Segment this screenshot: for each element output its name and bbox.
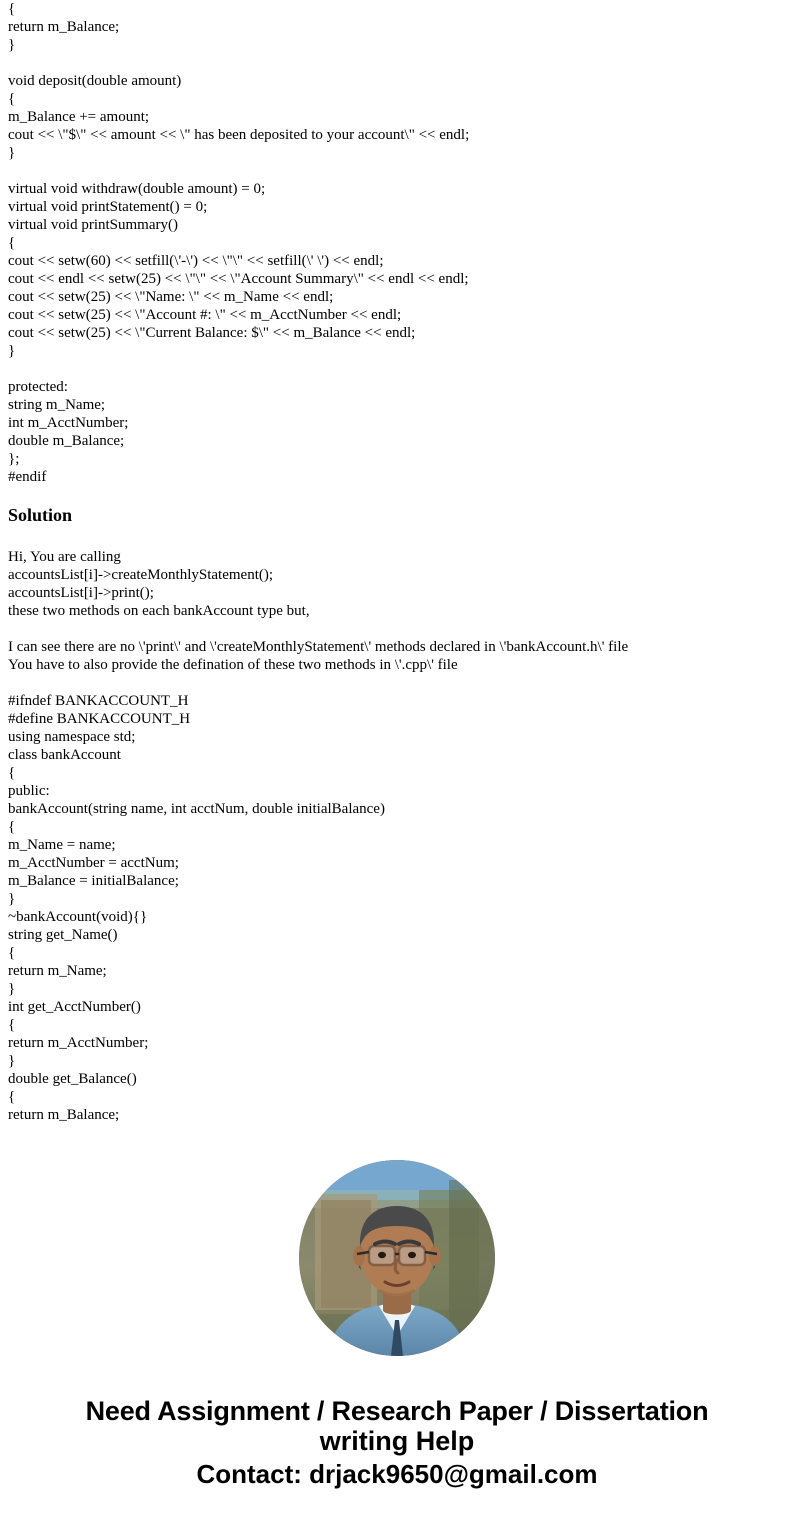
paragraph: You have to also provide the defination of these two methods in \'.cpp\' file (8, 657, 458, 673)
paragraph: accountsList[i]->createMonthlyStatement(); (8, 567, 274, 583)
code-line: void deposit(double amount) (8, 73, 182, 89)
paragraph: I can see there are no \'print\' and \'createMonthlyStatement\' methods declared in \'bankAccount.h\' file (8, 639, 629, 655)
code-line: bankAccount(string name, int acctNum, double initialBalance) (8, 801, 385, 817)
code-line: return m_Balance; (8, 1107, 120, 1123)
code-line: } (8, 981, 16, 997)
code-line: }; (8, 451, 20, 467)
paragraph-blank (8, 530, 786, 548)
promo-footer (8, 1396, 786, 1490)
code-line: int get_AcctNumber() (8, 999, 141, 1015)
profile-photo-graphic (299, 1160, 495, 1356)
promo-line-2: writing Help (319, 1426, 475, 1456)
code-line: } (8, 343, 16, 359)
code-line: cout << setw(60) << setfill(\'-\') << \"\" << setfill(\' \') << endl; (8, 253, 384, 269)
code-line: } (8, 1053, 16, 1069)
code-line: return m_AcctNumber; (8, 1035, 149, 1051)
code-line: #endif (8, 469, 47, 485)
code-line: class bankAccount (8, 747, 121, 763)
code-line: m_Balance = initialBalance; (8, 873, 179, 889)
code-line: return m_Balance; (8, 19, 120, 35)
code-line: virtual void withdraw(double amount) = 0; (8, 181, 266, 197)
code-line: cout << endl << setw(25) << \"\" << \"Account Summary\" << endl << endl; (8, 271, 469, 287)
code-line: public: (8, 783, 50, 799)
code-line: protected: (8, 379, 68, 395)
code-line: cout << setw(25) << \"Current Balance: $\" << m_Balance << endl; (8, 325, 416, 341)
code-line: double m_Balance; (8, 433, 125, 449)
code-line: { (8, 1089, 16, 1105)
code-line: cout << setw(25) << \"Account #: \" << m_AcctNumber << endl; (8, 307, 402, 323)
code-line: m_Name = name; (8, 837, 116, 853)
code-line: } (8, 145, 16, 161)
code-line-blank (8, 162, 786, 180)
code-line: { (8, 1017, 16, 1033)
code-line: { (8, 819, 16, 835)
promo-contact: Contact: drjack9650@gmail.com (196, 1459, 598, 1489)
code-line: { (8, 91, 16, 107)
paragraph: Hi, You are calling (8, 549, 121, 565)
promo-line-1: Need Assignment / Research Paper / Dissertation (85, 1396, 709, 1426)
paragraph: accountsList[i]->print(); (8, 585, 154, 601)
code-line: #define BANKACCOUNT_H (8, 711, 191, 727)
code-line: int m_AcctNumber; (8, 415, 129, 431)
avatar-container (8, 1160, 786, 1356)
code-line: return m_Name; (8, 963, 107, 979)
code-line: using namespace std; (8, 729, 136, 745)
code-line: { (8, 765, 16, 781)
code-line: string m_Name; (8, 397, 106, 413)
code-line: virtual void printStatement() = 0; (8, 199, 208, 215)
solution-text (8, 530, 786, 692)
code-line: virtual void printSummary() (8, 217, 178, 233)
paragraph: these two methods on each bankAccount type but, (8, 603, 310, 619)
code-line-blank (8, 360, 786, 378)
avatar (299, 1160, 495, 1356)
code-line: #ifndef BANKACCOUNT_H (8, 693, 189, 709)
code-line-blank (8, 54, 786, 72)
code-block-bottom (8, 692, 786, 1124)
code-line: { (8, 1, 16, 17)
code-line: { (8, 235, 16, 251)
code-line: m_Balance += amount; (8, 109, 150, 125)
solution-heading: Solution (8, 505, 73, 525)
code-line: cout << setw(25) << \"Name: \" << m_Name << endl; (8, 289, 334, 305)
code-line: cout << \"$\" << amount << \" has been deposited to your account\" << endl; (8, 127, 470, 143)
paragraph-blank (8, 674, 786, 692)
code-line: m_AcctNumber = acctNum; (8, 855, 179, 871)
code-line: { (8, 945, 16, 961)
code-line: } (8, 37, 16, 53)
code-line: } (8, 891, 16, 907)
paragraph-blank (8, 620, 786, 638)
code-line: double get_Balance() (8, 1071, 137, 1087)
code-block-top (8, 0, 786, 486)
code-line: ~bankAccount(void){} (8, 909, 148, 925)
code-line: string get_Name() (8, 927, 118, 943)
